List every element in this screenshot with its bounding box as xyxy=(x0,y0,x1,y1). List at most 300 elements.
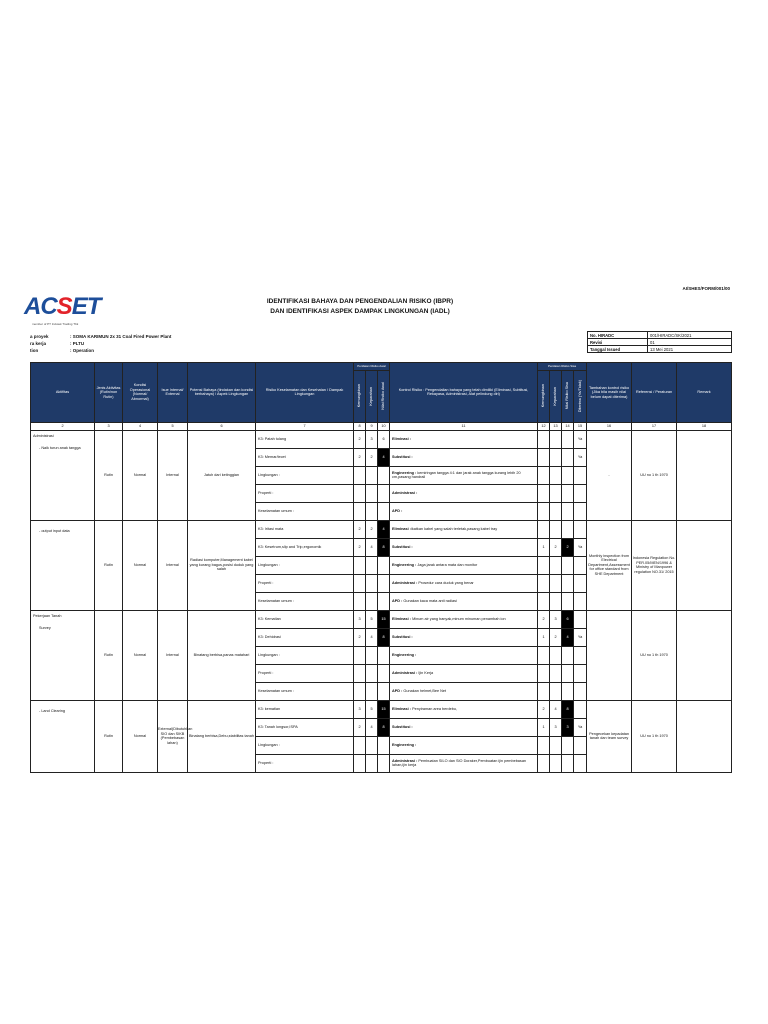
risk-value-residual xyxy=(562,574,574,592)
likelihood-residual: 1 xyxy=(538,718,550,736)
table-row xyxy=(31,700,732,718)
likelihood-residual xyxy=(538,520,550,538)
severity-residual xyxy=(550,466,562,484)
document-number: AI/SHES/FORM/001/00 xyxy=(682,286,730,291)
severity-residual: 3 xyxy=(550,610,562,628)
operating-condition: Normal xyxy=(123,700,158,772)
col-keparahan-sisa xyxy=(550,370,562,422)
control-type: Administrasi : xyxy=(392,490,418,495)
column-number: 11 xyxy=(390,422,538,430)
risk-value-residual xyxy=(562,664,574,682)
accepted-cell xyxy=(574,736,587,754)
col-keparahan-label: Keparahan xyxy=(369,386,374,406)
col-nilai-awal-label: Nilai Risiko Awal xyxy=(381,382,386,410)
risk-cell: K3: Kesetrum,slip and Trip,ergonomik xyxy=(256,538,354,556)
likelihood-initial: 2 xyxy=(354,718,366,736)
control-cell xyxy=(390,682,538,700)
likelihood-initial xyxy=(354,592,366,610)
column-number: 13 xyxy=(550,422,562,430)
severity-residual: 2 xyxy=(550,538,562,556)
col-nilai-sisa xyxy=(562,370,574,422)
control-cell xyxy=(390,502,538,520)
severity-residual: 2 xyxy=(550,628,562,646)
likelihood-residual xyxy=(538,502,550,520)
control-cell xyxy=(390,646,538,664)
control-cell xyxy=(390,430,538,448)
risk-cell: K3: Memar/lecet xyxy=(256,448,354,466)
column-number: 17 xyxy=(632,422,677,430)
risk-value-residual xyxy=(562,520,574,538)
control-text: Penyiraman area berdebu, xyxy=(411,706,458,711)
info-key: tion xyxy=(30,348,39,353)
accepted-cell xyxy=(574,502,587,520)
risk-value-initial xyxy=(378,466,390,484)
activity-type: Rutin xyxy=(95,700,123,772)
risk-value-residual xyxy=(562,592,574,610)
meta-value: 01 xyxy=(648,339,732,346)
control-type: Substitusi : xyxy=(392,634,413,639)
likelihood-initial xyxy=(354,484,366,502)
risk-value-residual xyxy=(562,430,574,448)
risk-cell: Keselamatan umum : xyxy=(256,502,354,520)
severity-residual xyxy=(550,754,562,772)
severity-residual xyxy=(550,736,562,754)
control-text: Gunakan helmet,Bee Net xyxy=(402,688,447,693)
col-kemungkinan-sisa-label: Kemungkinan xyxy=(541,384,546,408)
col-referensi: Referensi / Peraturan xyxy=(632,363,677,423)
risk-value-initial: 15 xyxy=(378,610,390,628)
control-text: Prosedur cara duduk yang benar xyxy=(417,580,474,585)
severity-residual xyxy=(550,502,562,520)
control-text: ikatkan kabel yang salah terletak,pasang kabel tray xyxy=(411,526,498,531)
risk-value-initial: 6 xyxy=(378,430,390,448)
reference: UU no 1 th 1970 xyxy=(632,610,677,700)
reference: UU no 1 th 1970 xyxy=(632,430,677,520)
accepted-cell xyxy=(574,466,587,484)
severity-initial: 4 xyxy=(366,628,378,646)
likelihood-initial xyxy=(354,754,366,772)
control-type: APD : xyxy=(392,688,403,693)
hazard-potential: Radiasi komputer,Management kabel yang kurang bagus,posisi duduk yang salah xyxy=(188,520,256,610)
column-number: 2 xyxy=(31,422,95,430)
risk-value-residual: 2 xyxy=(562,538,574,556)
risk-value-residual xyxy=(562,502,574,520)
risk-value-initial xyxy=(378,736,390,754)
likelihood-initial xyxy=(354,664,366,682)
remark xyxy=(677,700,732,772)
risk-cell: Lingkungan : xyxy=(256,556,354,574)
issue-type: Internal xyxy=(158,430,188,520)
likelihood-initial xyxy=(354,466,366,484)
risk-cell: K3: Patah tulang xyxy=(256,430,354,448)
severity-initial: 2 xyxy=(366,448,378,466)
company-logo xyxy=(24,293,114,327)
activity-cell xyxy=(31,610,95,700)
control-cell xyxy=(390,466,538,484)
hazard-potential: Binatang berbisa,Debu,stabilitas tanah xyxy=(188,700,256,772)
likelihood-residual: 1 xyxy=(538,628,550,646)
hazard-potential: Binatang berbisa,panas matahari xyxy=(188,610,256,700)
sub-activity: Survey xyxy=(39,626,51,630)
risk-value-initial xyxy=(378,592,390,610)
severity-initial xyxy=(366,736,378,754)
likelihood-residual: 2 xyxy=(538,610,550,628)
meta-value: 001/HIRADC/SK/2021 xyxy=(648,332,732,339)
col-penilaian-sisa: Penilaian Risiko Sisa xyxy=(538,363,587,371)
accepted-cell xyxy=(574,574,587,592)
likelihood-residual xyxy=(538,574,550,592)
control-text: Gunakan kaca mata anti radiasi xyxy=(402,598,457,603)
info-row xyxy=(30,333,171,340)
control-type: Administrasi : xyxy=(392,758,418,763)
col-remark: Remark xyxy=(677,363,732,423)
likelihood-initial xyxy=(354,574,366,592)
control-type: Eliminasi : xyxy=(392,616,412,621)
risk-cell: Properti : xyxy=(256,754,354,772)
severity-residual xyxy=(550,592,562,610)
accepted-cell xyxy=(574,556,587,574)
meta-key: No. HIRADC xyxy=(588,332,648,339)
additional-control: - xyxy=(587,430,632,520)
control-text: Ijin Kerja xyxy=(417,670,434,675)
meta-key: Revisi xyxy=(588,339,648,346)
header-row xyxy=(31,363,732,371)
likelihood-residual xyxy=(538,646,550,664)
table-row xyxy=(31,430,732,448)
column-number: 8 xyxy=(354,422,366,430)
accepted-cell xyxy=(574,484,587,502)
control-type: Substitusi : xyxy=(392,544,413,549)
hazard-potential: Jatuh dari ketinggian xyxy=(188,430,256,520)
likelihood-initial xyxy=(354,502,366,520)
accepted-cell xyxy=(574,682,587,700)
col-aktifitas: Aktifitas xyxy=(31,363,95,423)
likelihood-residual xyxy=(538,682,550,700)
col-tambahan: Tambahan kontrol risiko (Jika bila masih nilai belum dapat diterima) xyxy=(587,363,632,423)
likelihood-residual xyxy=(538,466,550,484)
severity-residual xyxy=(550,556,562,574)
accepted-cell: Ya xyxy=(574,628,587,646)
activity-cell xyxy=(31,430,95,520)
risk-cell: Properti : xyxy=(256,574,354,592)
info-value: : Operation xyxy=(70,348,95,353)
risk-value-initial xyxy=(378,682,390,700)
likelihood-initial: 2 xyxy=(354,538,366,556)
severity-residual xyxy=(550,484,562,502)
col-kemungkinan xyxy=(354,370,366,422)
severity-residual xyxy=(550,664,562,682)
column-number: 9 xyxy=(366,422,378,430)
issue-type: Internal xyxy=(158,520,188,610)
risk-value-residual xyxy=(562,754,574,772)
severity-initial: 4 xyxy=(366,538,378,556)
likelihood-initial xyxy=(354,736,366,754)
control-type: Substitusi : xyxy=(392,454,413,459)
control-type: Administrasi : xyxy=(392,670,418,675)
sub-activity: - output input data xyxy=(39,528,70,533)
meta-row xyxy=(588,339,732,346)
col-risiko: Risiko Keselamatan dan Kesehatan / Dampak Lingkungan xyxy=(256,363,354,423)
severity-residual xyxy=(550,646,562,664)
activity-name: Pekerjaan Tanah xyxy=(33,613,62,618)
likelihood-initial: 3 xyxy=(354,610,366,628)
info-row xyxy=(30,347,171,354)
accepted-cell: Ya xyxy=(574,718,587,736)
risk-cell: Lingkungan : xyxy=(256,466,354,484)
column-number: 3 xyxy=(95,422,123,430)
col-potensi: Potensi Bahaya (tindakan dan kondisi berbahaya) / Aspek Lingkungan xyxy=(188,363,256,423)
accepted-cell xyxy=(574,754,587,772)
additional-control: Monthly inspection from Electrical Department,Assessment for office standard from SHE Department xyxy=(587,520,632,610)
risk-cell: Keselamatan umum : xyxy=(256,592,354,610)
operating-condition: Normal xyxy=(123,430,158,520)
risk-cell: K3: Iritasi mata xyxy=(256,520,354,538)
risk-value-initial xyxy=(378,502,390,520)
likelihood-residual: 2 xyxy=(538,700,550,718)
col-keparahan-sisa-label: Keparahan xyxy=(553,386,558,406)
severity-residual: 3 xyxy=(550,718,562,736)
accepted-cell xyxy=(574,700,587,718)
remark xyxy=(677,610,732,700)
activity-type: Rutin xyxy=(95,520,123,610)
control-cell xyxy=(390,520,538,538)
severity-initial: 2 xyxy=(366,520,378,538)
risk-cell: Properti : xyxy=(256,484,354,502)
control-type: Eliminasi : xyxy=(392,436,412,441)
control-cell xyxy=(390,736,538,754)
meta-row xyxy=(588,332,732,339)
control-type: Administrasi : xyxy=(392,580,418,585)
column-number: 5 xyxy=(158,422,188,430)
accepted-cell xyxy=(574,520,587,538)
additional-control: Pengecekan kepadatan tanah dan team survey xyxy=(587,700,632,772)
risk-cell: Lingkungan : xyxy=(256,736,354,754)
risk-value-initial xyxy=(378,484,390,502)
accepted-cell xyxy=(574,646,587,664)
remark xyxy=(677,520,732,610)
risk-cell: Lingkungan : xyxy=(256,646,354,664)
info-key: ra kerja xyxy=(30,341,47,346)
severity-initial xyxy=(366,484,378,502)
risk-value-initial xyxy=(378,574,390,592)
likelihood-initial: 2 xyxy=(354,520,366,538)
info-value: : SOMA KARIMUN 2x 31 Coal Fired Power Plant xyxy=(70,334,172,339)
risk-cell: K3: Tanah longsor,ISPA xyxy=(256,718,354,736)
info-key: a proyek xyxy=(30,334,49,339)
col-kontrol: Kontrol Risiko : Pengendalian bahaya yang telah dimiliki (Eliminasi, Subtitusi, Rekayasa, Administrasi, Alat pelindung diri) xyxy=(390,363,538,423)
control-type: APD : xyxy=(392,508,403,513)
control-cell xyxy=(390,754,538,772)
severity-initial xyxy=(366,664,378,682)
activity-cell xyxy=(31,520,95,610)
likelihood-residual xyxy=(538,592,550,610)
severity-initial: 3 xyxy=(366,430,378,448)
likelihood-residual xyxy=(538,484,550,502)
column-number: 12 xyxy=(538,422,550,430)
risk-value-residual xyxy=(562,556,574,574)
col-diterima-label: Diterima (Ya/Tidak) xyxy=(577,379,582,413)
likelihood-initial: 2 xyxy=(354,628,366,646)
risk-cell: K3: Dehidrasi xyxy=(256,628,354,646)
meta-value: 13 Mei 2021 xyxy=(648,346,732,353)
control-text: Pembuatan SILO dan SIO Doraker,Pembuatan ijin pembebasan lahan,ijin kerja xyxy=(392,758,527,767)
likelihood-residual xyxy=(538,736,550,754)
risk-value-initial xyxy=(378,754,390,772)
operating-condition: Normal xyxy=(123,610,158,700)
issue-type: External(Dibutuhkan SIO dan SIKB (Pembebasan lahan) xyxy=(158,700,188,772)
reference: UU no 1 th 1970 xyxy=(632,700,677,772)
risk-cell: Keselamatan umum : xyxy=(256,682,354,700)
column-number: 10 xyxy=(378,422,390,430)
likelihood-residual xyxy=(538,448,550,466)
control-cell xyxy=(390,484,538,502)
likelihood-initial: 3 xyxy=(354,700,366,718)
reference: Indonesia Regulation No. PER.05/MEN/1996 & Ministry of Manpower regulation NO.31/ 2015 xyxy=(632,520,677,610)
risk-value-initial: 4 xyxy=(378,448,390,466)
column-number: 18 xyxy=(677,422,732,430)
additional-control xyxy=(587,610,632,700)
column-number: 6 xyxy=(188,422,256,430)
meta-key: Tanggal Issued xyxy=(588,346,648,353)
risk-value-initial: 8 xyxy=(378,718,390,736)
likelihood-residual xyxy=(538,556,550,574)
severity-initial xyxy=(366,502,378,520)
accepted-cell xyxy=(574,664,587,682)
risk-value-residual xyxy=(562,646,574,664)
risk-value-initial xyxy=(378,556,390,574)
operating-condition: Normal xyxy=(123,520,158,610)
severity-initial xyxy=(366,574,378,592)
table-row xyxy=(31,610,732,628)
control-cell xyxy=(390,448,538,466)
risk-value-residual: 6 xyxy=(562,610,574,628)
col-kemungkinan-sisa xyxy=(538,370,550,422)
remark xyxy=(677,430,732,520)
control-cell xyxy=(390,556,538,574)
severity-residual xyxy=(550,574,562,592)
logo-wordmark: ACSET xyxy=(24,293,101,320)
activity-name: Administrasi xyxy=(33,433,54,438)
risk-value-residual: 3 xyxy=(562,718,574,736)
severity-initial xyxy=(366,646,378,664)
likelihood-residual xyxy=(538,430,550,448)
column-number-row xyxy=(31,422,732,430)
control-type: APD : xyxy=(392,598,403,603)
column-number: 15 xyxy=(574,422,587,430)
risk-value-residual: 4 xyxy=(562,628,574,646)
control-cell xyxy=(390,718,538,736)
column-number: 4 xyxy=(123,422,158,430)
risk-value-residual xyxy=(562,736,574,754)
risk-value-residual xyxy=(562,466,574,484)
likelihood-initial xyxy=(354,646,366,664)
control-cell xyxy=(390,592,538,610)
likelihood-initial: 2 xyxy=(354,448,366,466)
risk-value-residual xyxy=(562,682,574,700)
issue-type: Internal xyxy=(158,610,188,700)
sub-activity: - Naik turun anak tangga xyxy=(39,446,81,450)
accepted-cell: Ya xyxy=(574,430,587,448)
control-type: Engineering : xyxy=(392,742,417,747)
control-text: Jaga jarak antara mata dan monitor xyxy=(416,562,478,567)
severity-residual xyxy=(550,448,562,466)
activity-cell xyxy=(31,700,95,772)
info-value: : PLTU xyxy=(70,341,85,346)
table-row xyxy=(31,520,732,538)
control-cell xyxy=(390,574,538,592)
control-cell xyxy=(390,538,538,556)
title-line-2: DAN IDENTIFIKASI ASPEK DAMPAK LINGKUNGAN (IADL) xyxy=(270,308,450,315)
meta-row xyxy=(588,346,732,353)
col-keparahan xyxy=(366,370,378,422)
severity-residual xyxy=(550,430,562,448)
accepted-cell: Ya xyxy=(574,538,587,556)
risk-value-initial: 8 xyxy=(378,538,390,556)
col-nilai-sisa-label: Nilai Risiko Sisa xyxy=(565,382,570,410)
hiradc-table xyxy=(30,362,732,773)
col-penilaian-awal: Penilaian Risiko Awal xyxy=(354,363,390,371)
project-info xyxy=(30,333,171,354)
severity-initial xyxy=(366,592,378,610)
accepted-cell: Ya xyxy=(574,448,587,466)
control-type: Eliminasi : xyxy=(392,706,412,711)
risk-value-initial xyxy=(378,664,390,682)
likelihood-residual xyxy=(538,664,550,682)
risk-value-residual xyxy=(562,484,574,502)
risk-value-initial xyxy=(378,646,390,664)
severity-initial: 5 xyxy=(366,700,378,718)
control-text: Minum air yang banyak,minum minuman penambah ion xyxy=(411,616,506,621)
severity-residual xyxy=(550,682,562,700)
logo-tagline: member of PT Indotek Trading Tbk xyxy=(32,322,79,326)
activity-type: Rutin xyxy=(95,430,123,520)
col-diterima xyxy=(574,370,587,422)
control-text: kemiringan tangga 4:1 dan jarak anak tangga kurang lebih 20 cm,pasang handrail xyxy=(392,470,521,479)
severity-residual xyxy=(550,520,562,538)
likelihood-initial xyxy=(354,556,366,574)
risk-value-initial: 8 xyxy=(378,628,390,646)
table-body xyxy=(31,430,732,772)
col-nilai-awal xyxy=(378,370,390,422)
risk-value-residual: 8 xyxy=(562,700,574,718)
likelihood-initial: 2 xyxy=(354,430,366,448)
risk-value-initial: 4 xyxy=(378,520,390,538)
severity-initial xyxy=(366,754,378,772)
accepted-cell xyxy=(574,610,587,628)
risk-cell: K3: kematian xyxy=(256,700,354,718)
control-type: Substitusi : xyxy=(392,724,413,729)
document-title xyxy=(230,297,490,317)
activity-type: Rutin xyxy=(95,610,123,700)
column-number: 14 xyxy=(562,422,574,430)
likelihood-residual: 1 xyxy=(538,538,550,556)
col-kondisi: Kondisi Operasional (Normal/ Abnormal) xyxy=(123,363,158,423)
severity-initial xyxy=(366,682,378,700)
column-number: 7 xyxy=(256,422,354,430)
control-type: Eliminasi : xyxy=(392,526,412,531)
severity-initial xyxy=(366,466,378,484)
risk-value-initial: 15 xyxy=(378,700,390,718)
control-type: Engineering : xyxy=(392,652,417,657)
control-cell xyxy=(390,610,538,628)
title-line-1: IDENTIFIKASI BAHAYA DAN PENGENDALIAN RISIKO (IBPR) xyxy=(266,298,454,305)
control-cell xyxy=(390,664,538,682)
risk-cell: K3: Kematian xyxy=(256,610,354,628)
control-type: Engineering : xyxy=(392,470,417,475)
column-number: 16 xyxy=(587,422,632,430)
severity-residual: 4 xyxy=(550,700,562,718)
control-type: Engineering : xyxy=(392,562,417,567)
